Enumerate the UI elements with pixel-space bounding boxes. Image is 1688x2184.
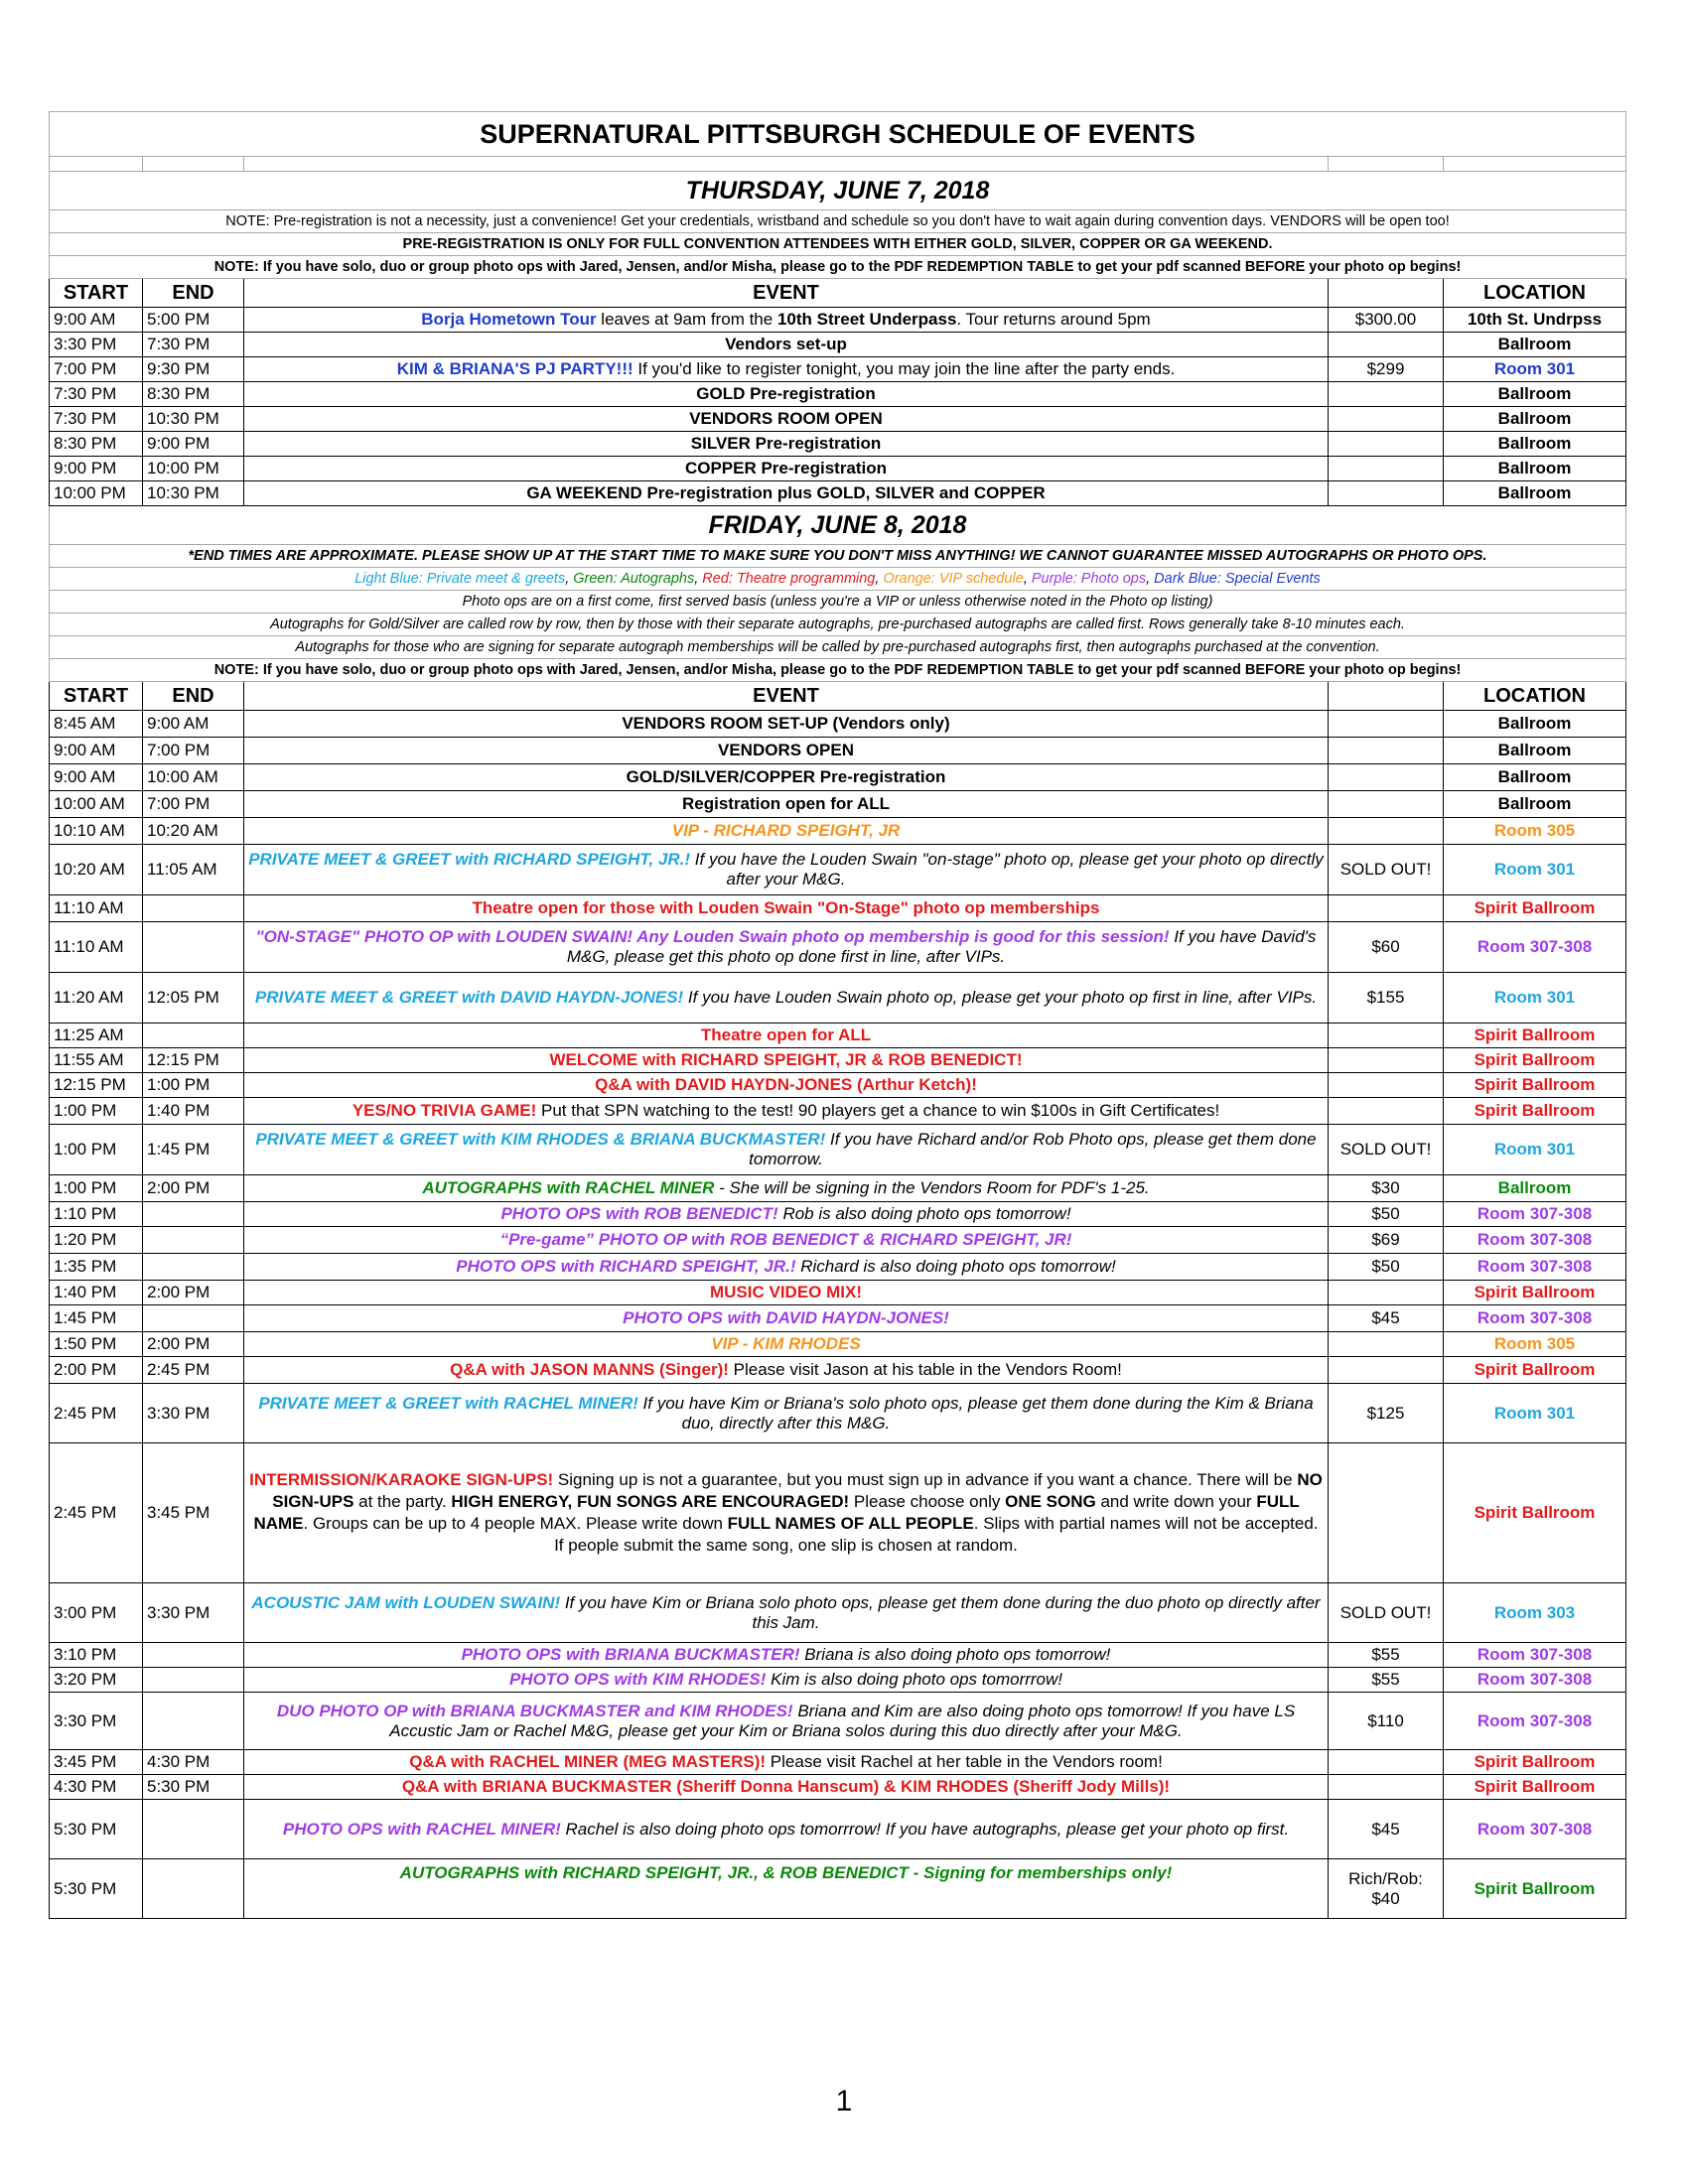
event-cell: GA WEEKEND Pre-registration plus GOLD, SILVER and COPPER xyxy=(244,481,1329,506)
end-time: 10:00 PM xyxy=(143,457,244,481)
start-time: 3:20 PM xyxy=(50,1668,143,1693)
end-time xyxy=(143,1800,244,1859)
price xyxy=(1329,407,1444,432)
location: Room 307-308 xyxy=(1444,922,1626,973)
table-row xyxy=(50,407,1626,432)
event-cell: Q&A with JASON MANNS (Singer)! Please visit Jason at his table in the Vendors Room! xyxy=(244,1357,1329,1384)
location: Spirit Ballroom xyxy=(1444,1098,1626,1125)
start-time: 1:40 PM xyxy=(50,1281,143,1305)
location: Spirit Ballroom xyxy=(1444,895,1626,922)
location: Room 307-308 xyxy=(1444,1668,1626,1693)
event-cell: VIP - KIM RHODES xyxy=(244,1332,1329,1357)
end-time: 1:45 PM xyxy=(143,1125,244,1175)
location: Room 307-308 xyxy=(1444,1800,1626,1859)
event-cell: Theatre open for those with Louden Swain "On-Stage" photo op memberships xyxy=(244,895,1329,922)
header-end: END xyxy=(143,682,244,711)
location: Spirit Ballroom xyxy=(1444,1357,1626,1384)
table-row xyxy=(50,1750,1626,1775)
start-time: 3:00 PM xyxy=(50,1583,143,1643)
end-time xyxy=(143,1668,244,1693)
schedule-sheet xyxy=(49,111,1625,1919)
color-legend: Light Blue: Private meet & greets, Green: Autographs, Red: Theatre programming, Orange: VIP schedule, Purple: Photo ops, Dark Blue: Special Events xyxy=(50,568,1626,591)
event-cell: PHOTO OPS with RACHEL MINER! Rachel is also doing photo ops tomorrrow! If you have autographs, please get your photo op first. xyxy=(244,1800,1329,1859)
end-time: 11:05 AM xyxy=(143,845,244,895)
price: $50 xyxy=(1329,1254,1444,1281)
table-row xyxy=(50,1281,1626,1305)
end-time: 5:00 PM xyxy=(143,308,244,333)
location: Ballroom xyxy=(1444,432,1626,457)
start-time: 5:30 PM xyxy=(50,1800,143,1859)
table-row xyxy=(50,1227,1626,1254)
event-cell: PRIVATE MEET & GREET with KIM RHODES & BRIANA BUCKMASTER! If you have Richard and/or Rob Photo ops, please get them done tomorrow. xyxy=(244,1125,1329,1175)
friday-note: Autographs for Gold/Silver are called row by row, then by those with their separate autographs, pre-purchased autographs are called first. Rows generally take 8-10 minutes each. xyxy=(50,614,1626,636)
event-cell: GOLD/SILVER/COPPER Pre-registration xyxy=(244,764,1329,791)
price: $69 xyxy=(1329,1227,1444,1254)
thursday-note: PRE-REGISTRATION IS ONLY FOR FULL CONVENTION ATTENDEES WITH EITHER GOLD, SILVER, COPPER OR GA WEEKEND. xyxy=(50,233,1626,256)
start-time: 11:20 AM xyxy=(50,973,143,1024)
table-row xyxy=(50,1357,1626,1384)
event-cell: Vendors set-up xyxy=(244,333,1329,357)
table-row xyxy=(50,764,1626,791)
location: Spirit Ballroom xyxy=(1444,1024,1626,1048)
start-time: 11:55 AM xyxy=(50,1048,143,1073)
event-cell: "ON-STAGE" PHOTO OP with LOUDEN SWAIN! Any Louden Swain photo op membership is good for this session! If you have David's M&G, please get this photo op done first in line, after VIPs. xyxy=(244,922,1329,973)
location: Room 301 xyxy=(1444,357,1626,382)
location: Ballroom xyxy=(1444,1175,1626,1202)
location: Ballroom xyxy=(1444,407,1626,432)
price xyxy=(1329,382,1444,407)
table-row xyxy=(50,382,1626,407)
location: Room 307-308 xyxy=(1444,1693,1626,1750)
location: Ballroom xyxy=(1444,382,1626,407)
price: $299 xyxy=(1329,357,1444,382)
price xyxy=(1329,333,1444,357)
price: SOLD OUT! xyxy=(1329,845,1444,895)
table-row xyxy=(50,1859,1626,1919)
start-time: 1:45 PM xyxy=(50,1305,143,1332)
end-time xyxy=(143,1693,244,1750)
event-cell: Q&A with DAVID HAYDN-JONES (Arthur Ketch)! xyxy=(244,1073,1329,1098)
location: Spirit Ballroom xyxy=(1444,1443,1626,1583)
location: Room 301 xyxy=(1444,1125,1626,1175)
table-row xyxy=(50,791,1626,818)
table-row xyxy=(50,333,1626,357)
price xyxy=(1329,1098,1444,1125)
event-cell: PRIVATE MEET & GREET with DAVID HAYDN-JONES! If you have Louden Swain photo op, please get your photo op first in line, after VIPs. xyxy=(244,973,1329,1024)
location: Room 307-308 xyxy=(1444,1254,1626,1281)
start-time: 11:25 AM xyxy=(50,1024,143,1048)
end-time: 2:00 PM xyxy=(143,1281,244,1305)
start-time: 11:10 AM xyxy=(50,922,143,973)
price xyxy=(1329,1332,1444,1357)
event-cell: PHOTO OPS with BRIANA BUCKMASTER! Briana is also doing photo ops tomorrow! xyxy=(244,1643,1329,1668)
event-cell: PHOTO OPS with RICHARD SPEIGHT, JR.! Richard is also doing photo ops tomorrow! xyxy=(244,1254,1329,1281)
start-time: 8:45 AM xyxy=(50,711,143,738)
event-cell: SILVER Pre-registration xyxy=(244,432,1329,457)
start-time: 9:00 AM xyxy=(50,308,143,333)
end-time: 7:30 PM xyxy=(143,333,244,357)
event-cell: AUTOGRAPHS with RACHEL MINER - She will be signing in the Vendors Room for PDF's 1-25. xyxy=(244,1175,1329,1202)
location: Ballroom xyxy=(1444,791,1626,818)
location: Spirit Ballroom xyxy=(1444,1750,1626,1775)
end-time: 3:30 PM xyxy=(143,1384,244,1443)
price xyxy=(1329,738,1444,764)
location: Ballroom xyxy=(1444,481,1626,506)
table-row xyxy=(50,1800,1626,1859)
event-cell: VENDORS OPEN xyxy=(244,738,1329,764)
event-cell: Borja Hometown Tour leaves at 9am from the 10th Street Underpass. Tour returns around 5pm xyxy=(244,308,1329,333)
start-time: 1:00 PM xyxy=(50,1175,143,1202)
header-event: EVENT xyxy=(244,682,1329,711)
thursday-title: THURSDAY, JUNE 7, 2018 xyxy=(50,172,1626,210)
start-time: 3:30 PM xyxy=(50,333,143,357)
location: Spirit Ballroom xyxy=(1444,1859,1626,1919)
end-time: 10:20 AM xyxy=(143,818,244,845)
schedule-table xyxy=(49,111,1626,1919)
end-time: 1:00 PM xyxy=(143,1073,244,1098)
start-time: 10:00 AM xyxy=(50,791,143,818)
location: Ballroom xyxy=(1444,738,1626,764)
price xyxy=(1329,1281,1444,1305)
table-row xyxy=(50,845,1626,895)
location: Ballroom xyxy=(1444,711,1626,738)
event-cell: PHOTO OPS with DAVID HAYDN-JONES! xyxy=(244,1305,1329,1332)
event-cell: COPPER Pre-registration xyxy=(244,457,1329,481)
location: Room 301 xyxy=(1444,1384,1626,1443)
event-cell: WELCOME with RICHARD SPEIGHT, JR & ROB BENEDICT! xyxy=(244,1048,1329,1073)
table-row xyxy=(50,1175,1626,1202)
event-cell: VENDORS ROOM SET-UP (Vendors only) xyxy=(244,711,1329,738)
start-time: 1:10 PM xyxy=(50,1202,143,1227)
table-row xyxy=(50,1693,1626,1750)
price: $50 xyxy=(1329,1202,1444,1227)
location: Room 301 xyxy=(1444,845,1626,895)
location: Room 305 xyxy=(1444,1332,1626,1357)
price xyxy=(1329,1073,1444,1098)
end-time: 2:00 PM xyxy=(143,1175,244,1202)
price xyxy=(1329,1775,1444,1800)
table-row xyxy=(50,432,1626,457)
table-row xyxy=(50,973,1626,1024)
price xyxy=(1329,432,1444,457)
event-cell: PRIVATE MEET & GREET with RACHEL MINER! If you have Kim or Briana's solo photo ops, please get them done during the Kim & Briana duo, directly after this M&G. xyxy=(244,1384,1329,1443)
location: Room 303 xyxy=(1444,1583,1626,1643)
price: $300.00 xyxy=(1329,308,1444,333)
end-time xyxy=(143,922,244,973)
price xyxy=(1329,895,1444,922)
event-cell: Q&A with BRIANA BUCKMASTER (Sheriff Donna Hanscum) & KIM RHODES (Sheriff Jody Mills)! xyxy=(244,1775,1329,1800)
end-time: 4:30 PM xyxy=(143,1750,244,1775)
start-time: 10:10 AM xyxy=(50,818,143,845)
event-cell: PRIVATE MEET & GREET with RICHARD SPEIGHT, JR.! If you have the Louden Swain "on-stage" photo op, please get your photo op directly after your M&G. xyxy=(244,845,1329,895)
end-time: 9:30 PM xyxy=(143,357,244,382)
price xyxy=(1329,791,1444,818)
table-row xyxy=(50,1775,1626,1800)
table-row xyxy=(50,1668,1626,1693)
price: $55 xyxy=(1329,1668,1444,1693)
event-cell: Q&A with RACHEL MINER (MEG MASTERS)! Please visit Rachel at her table in the Vendors room! xyxy=(244,1750,1329,1775)
event-cell: INTERMISSION/KARAOKE SIGN-UPS! Signing up is not a guarantee, but you must sign up in advance if you want a chance. There will be NO SIGN-UPS at the party. HIGH ENERGY, FUN SONGS ARE ENCOURAGED! Please choose only ONE SONG and write down your FULL NAME. Groups can be up to 4 people MAX. Please write down FULL NAMES OF ALL PEOPLE. Slips with partial names will not be accepted. If people submit the same song, one slip is chosen at random. xyxy=(244,1443,1329,1583)
table-row xyxy=(50,1305,1626,1332)
location: Spirit Ballroom xyxy=(1444,1048,1626,1073)
start-time: 3:10 PM xyxy=(50,1643,143,1668)
price xyxy=(1329,457,1444,481)
location: Room 307-308 xyxy=(1444,1305,1626,1332)
end-time: 10:00 AM xyxy=(143,764,244,791)
price xyxy=(1329,1750,1444,1775)
end-time: 3:45 PM xyxy=(143,1443,244,1583)
price xyxy=(1329,1024,1444,1048)
table-row xyxy=(50,1048,1626,1073)
location: Ballroom xyxy=(1444,764,1626,791)
friday-heading-row xyxy=(50,506,1626,545)
friday-note: Photo ops are on a first come, first served basis (unless you're a VIP or unless otherwise noted in the Photo op listing) xyxy=(50,591,1626,614)
price xyxy=(1329,818,1444,845)
page-number: 1 xyxy=(835,2085,853,2117)
start-time: 9:00 AM xyxy=(50,764,143,791)
table-row xyxy=(50,1254,1626,1281)
price: $30 xyxy=(1329,1175,1444,1202)
start-time: 2:00 PM xyxy=(50,1357,143,1384)
friday-note: *END TIMES ARE APPROXIMATE. PLEASE SHOW UP AT THE START TIME TO MAKE SURE YOU DON'T MISS ANYTHING! WE CANNOT GUARANTEE MISSED AUTOGRAPHS OR PHOTO OPS. xyxy=(50,545,1626,568)
end-time xyxy=(143,1305,244,1332)
start-time: 1:20 PM xyxy=(50,1227,143,1254)
start-time: 9:00 PM xyxy=(50,457,143,481)
header-end: END xyxy=(143,279,244,308)
price xyxy=(1329,1357,1444,1384)
price: $55 xyxy=(1329,1643,1444,1668)
table-row xyxy=(50,1024,1626,1048)
thursday-header-row xyxy=(50,279,1626,308)
end-time: 8:30 PM xyxy=(143,382,244,407)
location: Spirit Ballroom xyxy=(1444,1281,1626,1305)
location: Room 301 xyxy=(1444,973,1626,1024)
table-row xyxy=(50,457,1626,481)
event-cell: PHOTO OPS with ROB BENEDICT! Rob is also doing photo ops tomorrow! xyxy=(244,1202,1329,1227)
location: Room 305 xyxy=(1444,818,1626,845)
table-row xyxy=(50,1098,1626,1125)
price xyxy=(1329,1048,1444,1073)
thursday-heading-row xyxy=(50,172,1626,210)
event-cell: AUTOGRAPHS with RICHARD SPEIGHT, JR., & ROB BENEDICT - Signing for memberships only! xyxy=(244,1859,1329,1919)
end-time: 5:30 PM xyxy=(143,1775,244,1800)
legend-row xyxy=(50,568,1626,591)
start-time: 10:00 PM xyxy=(50,481,143,506)
friday-header-row xyxy=(50,682,1626,711)
event-cell: DUO PHOTO OP with BRIANA BUCKMASTER and KIM RHODES! Briana and Kim are also doing photo ops tomorrow! If you have LS Accustic Jam or Rachel M&G, please get your Kim or Briana solos during this duo directly after your M&G. xyxy=(244,1693,1329,1750)
end-time: 12:15 PM xyxy=(143,1048,244,1073)
table-row xyxy=(50,895,1626,922)
price: $45 xyxy=(1329,1305,1444,1332)
event-cell: VENDORS ROOM OPEN xyxy=(244,407,1329,432)
table-row xyxy=(50,1073,1626,1098)
start-time: 2:45 PM xyxy=(50,1384,143,1443)
table-row xyxy=(50,1384,1626,1443)
event-cell: YES/NO TRIVIA GAME! Put that SPN watching to the test! 90 players get a chance to win $100s in Gift Certificates! xyxy=(244,1098,1329,1125)
start-time: 5:30 PM xyxy=(50,1859,143,1919)
start-time: 4:30 PM xyxy=(50,1775,143,1800)
start-time: 1:00 PM xyxy=(50,1125,143,1175)
start-time: 1:50 PM xyxy=(50,1332,143,1357)
start-time: 3:30 PM xyxy=(50,1693,143,1750)
header-event: EVENT xyxy=(244,279,1329,308)
price xyxy=(1329,481,1444,506)
friday-note: NOTE: If you have solo, duo or group photo ops with Jared, Jensen, and/or Misha, please go to the PDF REDEMPTION TABLE to get your pdf scanned BEFORE your photo op begins! xyxy=(50,659,1626,682)
end-time xyxy=(143,1643,244,1668)
header-start: START xyxy=(50,279,143,308)
price xyxy=(1329,711,1444,738)
table-row xyxy=(50,1583,1626,1643)
end-time: 7:00 PM xyxy=(143,738,244,764)
event-cell: VIP - RICHARD SPEIGHT, JR xyxy=(244,818,1329,845)
price: SOLD OUT! xyxy=(1329,1583,1444,1643)
location: Room 307-308 xyxy=(1444,1643,1626,1668)
start-time: 7:30 PM xyxy=(50,407,143,432)
table-row xyxy=(50,1643,1626,1668)
price: $110 xyxy=(1329,1693,1444,1750)
start-time: 1:35 PM xyxy=(50,1254,143,1281)
location: Ballroom xyxy=(1444,457,1626,481)
location: Ballroom xyxy=(1444,333,1626,357)
table-row xyxy=(50,481,1626,506)
end-time: 10:30 PM xyxy=(143,481,244,506)
table-row xyxy=(50,308,1626,333)
table-row xyxy=(50,711,1626,738)
event-cell: Registration open for ALL xyxy=(244,791,1329,818)
event-cell: ACOUSTIC JAM with LOUDEN SWAIN! If you have Kim or Briana solo photo ops, please get them done during the duo photo op directly after this Jam. xyxy=(244,1583,1329,1643)
event-cell: “Pre-game” PHOTO OP with ROB BENEDICT & RICHARD SPEIGHT, JR! xyxy=(244,1227,1329,1254)
start-time: 7:00 PM xyxy=(50,357,143,382)
end-time: 10:30 PM xyxy=(143,407,244,432)
location: 10th St. Undrpss xyxy=(1444,308,1626,333)
price: SOLD OUT! xyxy=(1329,1125,1444,1175)
table-row xyxy=(50,922,1626,973)
end-time: 3:30 PM xyxy=(143,1583,244,1643)
start-time: 12:15 PM xyxy=(50,1073,143,1098)
end-time xyxy=(143,1859,244,1919)
friday-note: Autographs for those who are signing for separate autograph memberships will be called by pre-purchased autographs first, then autographs purchased at the convention. xyxy=(50,636,1626,659)
location: Room 307-308 xyxy=(1444,1227,1626,1254)
header-location: LOCATION xyxy=(1444,682,1626,711)
price xyxy=(1329,1443,1444,1583)
table-row xyxy=(50,818,1626,845)
end-time xyxy=(143,1254,244,1281)
start-time: 9:00 AM xyxy=(50,738,143,764)
price: $125 xyxy=(1329,1384,1444,1443)
event-cell: MUSIC VIDEO MIX! xyxy=(244,1281,1329,1305)
header-start: START xyxy=(50,682,143,711)
start-time: 7:30 PM xyxy=(50,382,143,407)
start-time: 3:45 PM xyxy=(50,1750,143,1775)
thursday-note: NOTE: Pre-registration is not a necessity, just a convenience! Get your credentials, wristband and schedule so you don't have to wait again during convention days. VENDORS will be open too! xyxy=(50,210,1626,233)
event-cell: PHOTO OPS with KIM RHODES! Kim is also doing photo ops tomorrrow! xyxy=(244,1668,1329,1693)
table-row xyxy=(50,738,1626,764)
location: Room 307-308 xyxy=(1444,1202,1626,1227)
price: $45 xyxy=(1329,1800,1444,1859)
start-time: 2:45 PM xyxy=(50,1443,143,1583)
end-time: 7:00 PM xyxy=(143,791,244,818)
start-time: 10:20 AM xyxy=(50,845,143,895)
end-time xyxy=(143,1024,244,1048)
start-time: 8:30 PM xyxy=(50,432,143,457)
start-time: 1:00 PM xyxy=(50,1098,143,1125)
event-cell: KIM & BRIANA'S PJ PARTY!!! If you'd like to register tonight, you may join the line after the party ends. xyxy=(244,357,1329,382)
table-row xyxy=(50,357,1626,382)
end-time: 9:00 AM xyxy=(143,711,244,738)
price: $155 xyxy=(1329,973,1444,1024)
table-row xyxy=(50,1125,1626,1175)
event-cell: GOLD Pre-registration xyxy=(244,382,1329,407)
page-title: SUPERNATURAL PITTSBURGH SCHEDULE OF EVENTS xyxy=(50,112,1626,157)
end-time: 2:45 PM xyxy=(143,1357,244,1384)
end-time: 9:00 PM xyxy=(143,432,244,457)
friday-title: FRIDAY, JUNE 8, 2018 xyxy=(50,506,1626,545)
table-row xyxy=(50,1202,1626,1227)
end-time: 12:05 PM xyxy=(143,973,244,1024)
end-time xyxy=(143,1227,244,1254)
price: Rich/Rob: $40 xyxy=(1329,1859,1444,1919)
price xyxy=(1329,764,1444,791)
end-time: 2:00 PM xyxy=(143,1332,244,1357)
end-time xyxy=(143,895,244,922)
end-time xyxy=(143,1202,244,1227)
start-time: 11:10 AM xyxy=(50,895,143,922)
table-row xyxy=(50,1443,1626,1583)
header-location: LOCATION xyxy=(1444,279,1626,308)
table-row xyxy=(50,1332,1626,1357)
end-time: 1:40 PM xyxy=(143,1098,244,1125)
location: Spirit Ballroom xyxy=(1444,1073,1626,1098)
event-cell: Theatre open for ALL xyxy=(244,1024,1329,1048)
title-row xyxy=(50,112,1626,157)
thursday-note: NOTE: If you have solo, duo or group photo ops with Jared, Jensen, and/or Misha, please go to the PDF REDEMPTION TABLE to get your pdf scanned BEFORE your photo op begins! xyxy=(50,256,1626,279)
location: Spirit Ballroom xyxy=(1444,1775,1626,1800)
price: $60 xyxy=(1329,922,1444,973)
